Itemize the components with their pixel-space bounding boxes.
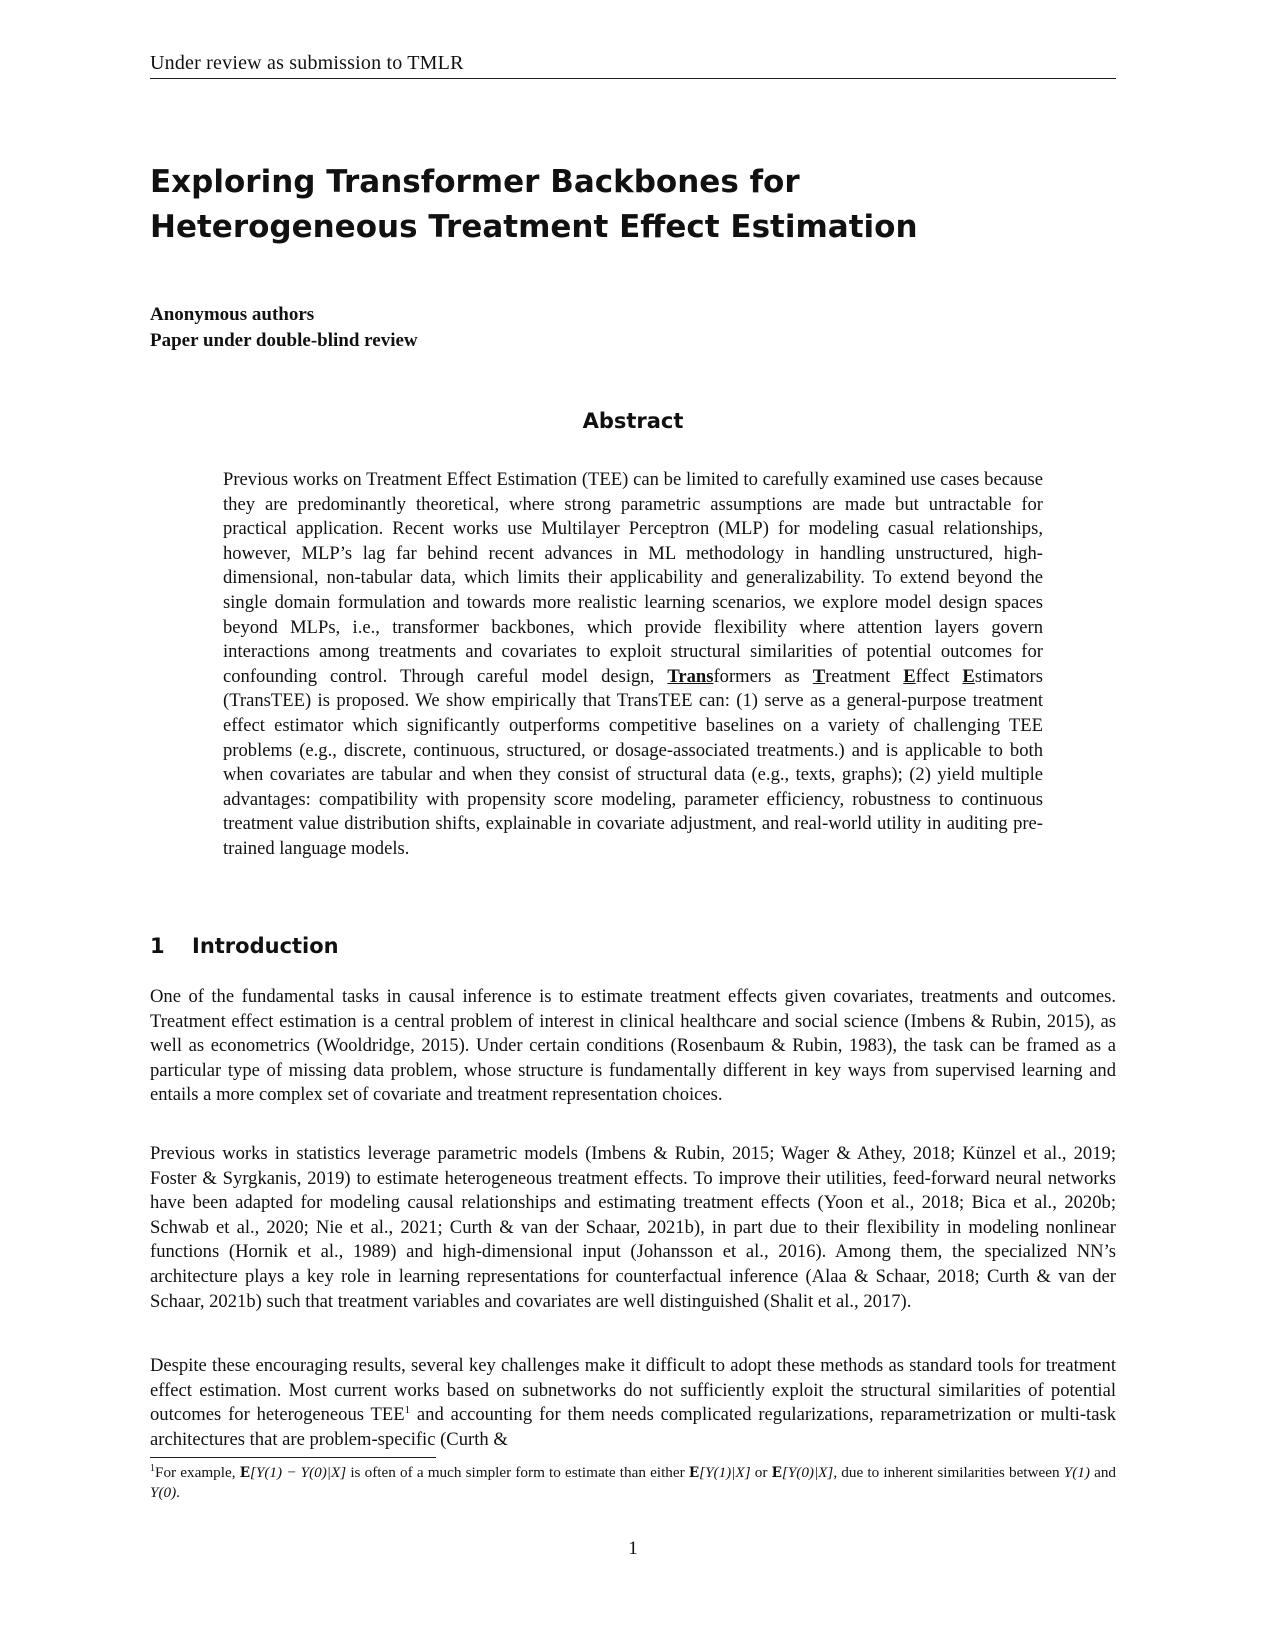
acronym-rest-1: formers as — [713, 665, 813, 687]
fn-text-2: is often of a much simpler form to estimate than either — [346, 1464, 689, 1481]
acronym-rest-4: stimators — [974, 665, 1043, 687]
title-line-2: Heterogeneous Treatment Effect Estimation — [150, 209, 918, 245]
author-names: Anonymous authors — [150, 304, 315, 325]
abstract-text-before: Previous works on Treatment Effect Estimation (TEE) can be limited to carefully examined use cases because they are predominantly theoretical, where strong parametric assumptions are made but untractable for practical application. Recent works use Multilayer Perceptron (MLP) for modeling casual relationships, however, MLP’s lag far behind recent advances in ML methodology in handling unstructured, high-dimensional, non-tabular data, which limits their applicability and generalizability. To extend beyond the single domain formulation and towards more realistic learning scenarios, we explore model design spaces beyond MLPs, i.e., transformer backbones, which provide flexibility where attention layers govern interactions among treatments and covariates to exploit structural similarities of potential outcomes for confounding control. Through careful model design, — [223, 469, 1043, 687]
fn-math-2: [Y(1)|X] — [699, 1464, 751, 1481]
fn-text-3: or — [750, 1464, 772, 1481]
fn-text-4: , due to inherent similarities between — [833, 1464, 1064, 1481]
running-head: Under review as submission to TMLR — [150, 52, 464, 74]
footnote-mark: 1 — [150, 1462, 155, 1474]
fn-math-3: [Y(0)|X] — [781, 1464, 834, 1481]
section-number: 1 — [150, 934, 165, 958]
title-line-1: Exploring Transformer Backbones for — [150, 164, 800, 200]
acronym-e1: E — [903, 665, 916, 687]
fn-text-6: . — [176, 1484, 180, 1501]
fn-math-1: [Y(1) − Y(0)|X] — [249, 1464, 347, 1481]
fn-expectation-3: E — [771, 1465, 782, 1481]
abstract-heading: Abstract — [582, 409, 684, 433]
abstract-text-after: (TransTEE) is proposed. We show empirically that TransTEE can: (1) serve as a general-purpose treatment effect estimator which significantly outperforms competitive baselines on a variety of challenging TEE problems (e.g., discrete, continuous, structured, or dosage-associated treatments.) and is applicable to both when covariates are tabular and when they consist of structural data (e.g., texts, graphs); (2) yield multiple advantages: compatibility with propensity score modeling, parameter efficiency, robustness to continuous treatment value distribution shifts, explainable in covariate adjustment, and real-world utility in auditing pre-trained language models. — [223, 690, 1043, 859]
section-heading-introduction — [150, 934, 339, 958]
acronym-trans: Trans — [667, 665, 714, 687]
acronym-e2: E — [962, 665, 975, 687]
intro-paragraph-2: Previous works in statistics leverage parametric models (Imbens & Rubin, 2015; Wager & Athey, 2018; Künzel et al., 2019; Foster & Syrgkanis, 2019) to estimate heterogeneous treatment effects. To improve their utilities, feed-forward neural networks have been adapted for modeling causal relationships and estimating treatment effects (Yoon et al., 2018; Bica et al., 2020b; Schwab et al., 2020; Nie et al., 2021; Curth & van der Schaar, 2021b), in part due to their flexibility in modeling nonlinear functions (Hornik et al., 1989) and high-dimensional input (Johansson et al., 2016). Among them, the specialized NN’s architecture plays a key role in learning representations for counterfactual inference (Alaa & Schaar, 2018; Curth & van der Schaar, 2021b) such that treatment variables and covariates are well distinguished (Shalit et al., 2017). — [150, 1143, 1116, 1312]
p3-text-after: and accounting for them needs complicated regularizations, reparametrization or multi-task architectures that are problem-specific (Curth & — [150, 1404, 1116, 1450]
footnote-reference[interactable]: 1 — [404, 1404, 411, 1416]
intro-paragraph-1: One of the fundamental tasks in causal inference is to estimate treatment effects given covariates, treatments and outcomes. Treatment effect estimation is a central problem of interest in clinical healthcare and social science (Imbens & Rubin, 2015), as well as econometrics (Wooldridge, 2015). Under certain conditions (Rosenbaum & Rubin, 1983), the task can be framed as a particular type of missing data problem, whose structure is fundamentally different in key ways from supervised learning and entails a more complex set of covariate and treatment representation choices. — [150, 986, 1116, 1106]
fn-expectation-2: E — [688, 1465, 700, 1481]
p3-text-before: Despite these encouraging results, several key challenges make it difficult to adopt these methods as standard tools for treatment effect estimation. Most current works based on subnetworks do not sufficiently exploit the structural similarities of potential outcomes for heterogeneous TEE — [150, 1355, 1116, 1426]
author-block — [150, 302, 418, 354]
fn-math-4: Y(1) — [1063, 1464, 1090, 1481]
fn-expectation-1: E — [239, 1465, 250, 1481]
acronym-rest-2: reatment — [825, 665, 904, 687]
section-title: Introduction — [192, 934, 339, 958]
fn-math-5: Y(0) — [150, 1484, 177, 1501]
intro-paragraph-3 — [150, 1354, 1116, 1452]
abstract-body — [223, 468, 1043, 862]
paper-title — [150, 160, 1116, 250]
fn-text-5: and — [1089, 1464, 1117, 1481]
header-rule — [150, 78, 1116, 79]
fn-text-1: For example, — [155, 1464, 240, 1481]
footnote — [150, 1463, 1116, 1503]
acronym-t: T — [812, 665, 826, 687]
footnote-rule — [150, 1457, 436, 1458]
acronym-rest-3: ffect — [915, 665, 963, 687]
review-note: Paper under double-blind review — [150, 330, 418, 351]
page-number: 1 — [628, 1538, 638, 1559]
